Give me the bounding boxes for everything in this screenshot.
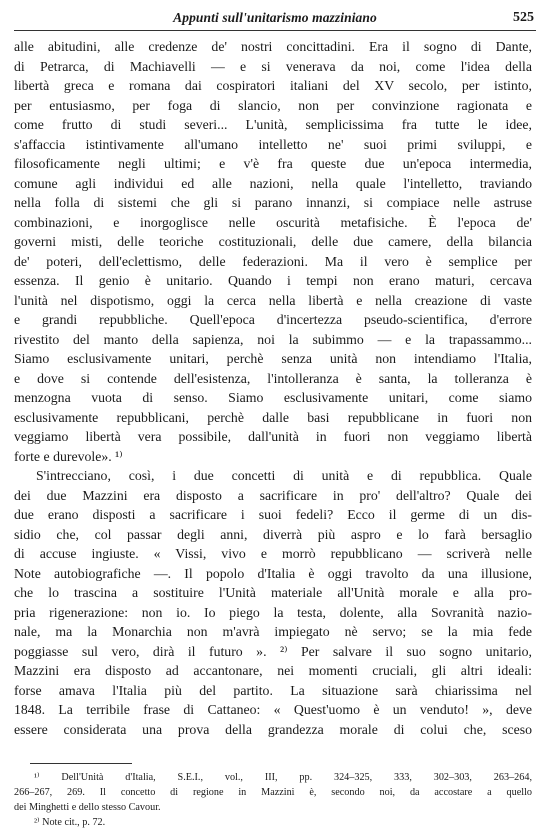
- text-line: due erano disposti a sacrificare i suoi fedeli? Ecco il germe di un dis-: [14, 507, 532, 522]
- text-line: nale, ma la Monarchia non m'avrà impiegato nè servo; se la mia fede: [14, 624, 532, 639]
- text-line: combinazioni, e inorgoglisce nelle oscurità metafisiche. È l'epoca de': [14, 214, 532, 230]
- footnotes: [14, 770, 532, 830]
- text-line: essere considerata una prova della grandezza morale di colui che, sceso: [14, 721, 532, 737]
- text-line: rivestito del manto della sapienza, noi la subimmo — e la trapassammo...: [14, 331, 532, 347]
- text-line: sidio che, col passar degli anni, diverrà più aspro e lo farà bersaglio: [14, 526, 532, 542]
- text-line: forse amava l'Italia più del partito. La situazione sarà chiarissima nel: [14, 682, 532, 698]
- text-line: per entusiasmo, per foga di slancio, non per convinzione ragionata e: [14, 97, 532, 113]
- text-line: libertà greca e romana dai cospiratori italiani del XV secolo, per istinto,: [14, 78, 532, 93]
- text-line: e grandi repubbliche. Quell'epoca d'incertezza pseudo-scientifica, d'errore: [14, 312, 532, 327]
- footnote-line: ²⁾ Note cit., p. 72.: [34, 817, 106, 828]
- text-line: menzogna vuota di senso. Siamo esclusivamente unitari, come siamo: [14, 390, 532, 405]
- text-line: forte e durevole». ¹⁾: [14, 448, 123, 464]
- text-line: poggiasse sul vero, dirà il futuro ». ²⁾ Per salvare il suo sogno unitario,: [14, 643, 532, 659]
- text-line: di Petrarca, di Machiavelli — e si venerava da noi, come l'idea della: [14, 58, 532, 74]
- footnote-line: ¹⁾ Dell'Unità d'Italia, S.E.I., vol., III, pp. 324–325, 333, 302–303, 263–264,: [34, 772, 532, 783]
- text-line: veggiamo libertà vera possibile, dall'unità in fuori non veggiamo libertà: [14, 429, 532, 444]
- text-line: che lo trascina a sostituire l'Unità materiale all'Unità morale e alla pro-: [14, 585, 532, 600]
- body-text: [14, 37, 532, 739]
- text-line: e dove si contende dell'esistenza, l'intolleranza è santa, la tolleranza è: [14, 370, 532, 386]
- text-line: come frutto di studi severi... L'unità, semplicissima fra tutte le idee,: [14, 117, 532, 132]
- text-line: S'intrecciano, così, i due concetti di unità e di repubblica. Quale: [36, 468, 532, 483]
- text-line: Note autobiografiche —. Il popolo d'Italia è oggi travolto da una illusione,: [14, 565, 532, 581]
- footnote-separator: [30, 763, 132, 764]
- text-line: esclusivamente repubblicani, perchè dalle basi repubblicane in fuori non: [14, 409, 532, 425]
- text-line: l'unità nel dispotismo, oggi la cerca nella libertà e nella creazione di vaste: [14, 292, 532, 308]
- text-line: Mazzini era disposto ad accantonare, nei momenti cruciali, gli altri ideali:: [14, 663, 532, 678]
- text-line: comune agli individui ed alle nazioni, nella quale l'intelletto, traviando: [14, 175, 532, 191]
- footnote-line: dei Minghetti e dello stesso Cavour.: [14, 802, 161, 813]
- text-line: governi misti, delle teoriche costituzionali, delle due camere, della bilancia: [14, 234, 532, 249]
- running-title: Appunti sull'unitarismo mazziniano: [173, 10, 377, 25]
- text-line: essenza. Il genio è unitario. Quando i tempi non erano maturi, cercava: [14, 273, 532, 288]
- text-line: pria rigenerazione: non io. Io piego la testa, dolente, alla Sovranità nazio-: [14, 604, 532, 620]
- text-line: nella folla di sistemi che gli si parano innanzi, si compiace nelle astruse: [14, 195, 532, 210]
- text-line: de' poteri, dell'eclettismo, delle federazioni. Ma il vero è semplice per: [14, 253, 532, 269]
- page-header: [14, 10, 536, 32]
- text-line: di accuse ingiuste. « Vissi, vivo e morrò repubblicano — scriverà nelle: [14, 546, 532, 561]
- page-number: 525: [513, 10, 534, 25]
- text-line: alle abitudini, alle credenze de' nostri concittadini. Era il sogno di Dante,: [14, 39, 532, 54]
- text-line: s'affaccia istintivamente all'umano intelletto ne' suoi primi sviluppi, e: [14, 136, 532, 152]
- text-line: dei due Mazzini era disposto a sacrificare in pro' dell'altro? Quale dei: [14, 487, 532, 503]
- text-line: filosoficamente negli ultimi; e v'è fra queste due un'epoca intermedia,: [14, 156, 532, 171]
- text-line: Siamo esclusivamente unitari, perchè senza unità non intendiamo l'Italia,: [14, 351, 532, 366]
- text-line: 1848. La terribile frase di Cattaneo: « Quest'uomo è un venduto! », deve: [14, 702, 532, 717]
- footnote-line: 266–267, 269. Il concetto di regione in Mazzini è, secondo noi, da accostare a quello: [14, 787, 532, 798]
- header-rule: [14, 30, 536, 31]
